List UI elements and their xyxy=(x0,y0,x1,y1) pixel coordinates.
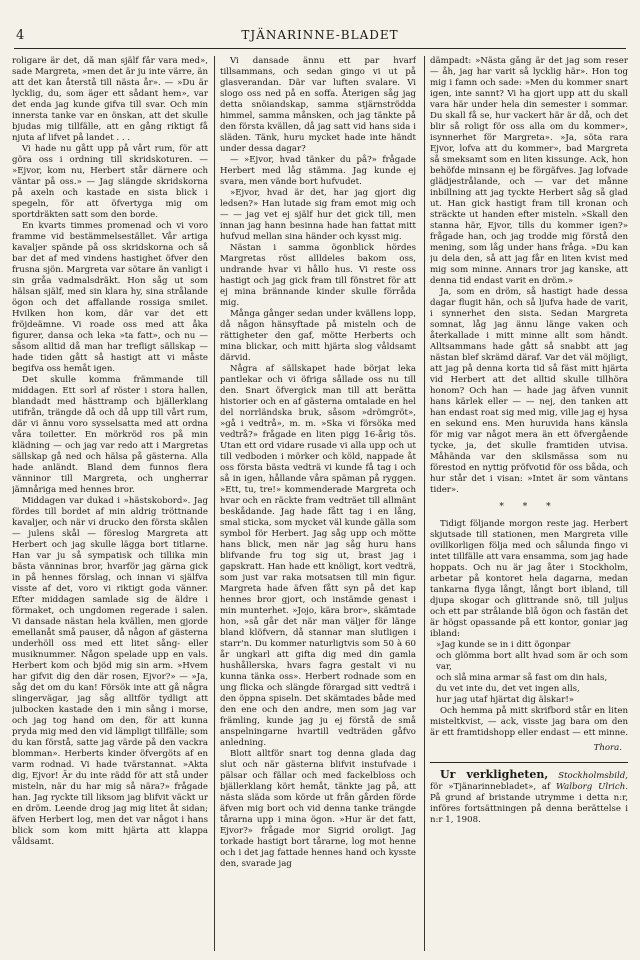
paper-title: TJÄNARINNE-BLADET xyxy=(241,28,399,42)
poem-line: hur jag utaf hjärtat dig älskar!» xyxy=(436,695,575,705)
column-divider xyxy=(214,56,215,951)
section-break-stars: * * * xyxy=(499,502,559,512)
paragraph: »Ejvor, hvad är det, har jag gjort dig ledsen?» Han lutade sig fram emot mig och — — jag vet ej själf hur det gick till, men innan jag hann besinna hade han fattat mitt hufvud mellan sina händer och kysst mig. xyxy=(220,188,416,242)
poem-line: »Jag kunde se in i ditt ögonpar xyxy=(436,640,571,650)
paragraph: Många gånger sedan under kvällens lopp, då någon hänsyftade på misteln och de rättigheter den gaf, mötte Herberts och mina blickar, och mitt hjärta slog våldsamt därvid. xyxy=(220,309,416,363)
column-2 xyxy=(220,56,416,951)
column-3 xyxy=(430,56,628,951)
notice-author: Walborg Ulrich. xyxy=(556,782,628,792)
paragraph: Vi dansade ännu ett par hvarf tillsammans, och sedan gingo vi ut på glasverandan. Där var luften svalare. Vi slogo oss ned på en soffa. Återigen såg jag detta snöiandskap, samma stjärnströdda himmel, samma månsken, och jag tänkte på den första kvällen, då jag satt vid hans sida i släden. Tänk, huru mycket hade inte händt under dessa dagar? xyxy=(220,56,416,154)
author-signature: Thora. xyxy=(593,743,622,753)
paragraph: roligare är det, då man själf får vara med», sade Margreta, »men det är ju inte värre, än att det kan återstå till nästa år». — »Du är lycklig, du, som äger ett sådant hem», var det enda jag kunde gifva till svar. Och min innersta tanke var en önskan, att det skulle bjudas mig tillfälle, att en gång riktigt få njuta af lifvet på landet . . . xyxy=(12,56,208,143)
notice xyxy=(430,769,628,826)
paragraph: — »Ejvor, hvad tänker du på?» frågade Herbert med låg stämma. Jag kunde ej svara, men vände bort hufvudet. xyxy=(220,155,416,187)
column-1 xyxy=(12,56,208,951)
paragraph: Några af sällskapet hade börjat leka pantlekar och vi öfriga sållade oss nu till den. Snart öfvergick man till att berätta historier och en af gästerna omtalade en hel del norrländska bruk, såsom »drömgröt», »gå i vedtrå», m. m. »Ska vi försöka med vedtrå?» frågade en liten pigg 16-årig tös. Utan ett ord vidare rusade vi alla upp och ut till vedboden i mörker och köld, nappade åt oss första bästa vedträ vi kunde få tag i och så in igen, hållande våra späman på ryggen. »Ett, tu, tre!» kommenderade Margreta och hvar och en räckte fram vedträet till allmänt beskådande. Jag hade fått tag i en lång, smal sticka, som mycket väl kunde gälla som symbol för Herbert. Jag såg upp och mötte hans blick, men när jag såg huru hans blifvande fru tog sig ut, brast jag i gapskratt. Han hade ett knöligt, kort vedträ, som just var raka motsatsen till min figur. Margreta hade äfven fått syn på det kap hennes bror gjort, och instämde genast i min munterhet. »Jojo, kära bror», skämtade hon, »så går det när man väljer för länge bland klöfvern, då stannar man slutligen i starr'n. Du kommer naturligtvis som 50 à 60 år ungkarl att gifta dig med din gamla hushållerska, hvars fagra gestalt vi nu kunna tänka oss». Herbert rodnade som en ung flicka och slängde förargad sitt vedträ i den öppna spiseln. Det skämtades både med den ene och den andre, men som jag var främling, kunde jag ju ej förstå de små anspelningarne hvartill vedträden gåfvo anledning. xyxy=(220,364,416,748)
poem-line: du vet inte du, det vet ingen alls, xyxy=(436,684,580,694)
column-divider xyxy=(424,56,425,951)
poem-line: och glömma bort allt hvad som är och som var, xyxy=(436,651,628,672)
notice-heading: Ur verkligheten, xyxy=(440,768,549,781)
paragraph: Och hemma på mitt skrifbord står en liten misteltkvist, — ack, visste jag bara om den är ett framtidshopp eller endast — ett minne. xyxy=(430,706,628,738)
notice-body: På grund af bristande utrymme i detta n:r, införes fortsättningen på denna berättelse i n:r 1, 1908. xyxy=(430,793,628,825)
page-number: 4 xyxy=(16,28,25,43)
paragraph: Nästan i samma ögonblick hördes Margretas röst allldeles bakom oss, undrande hvar vi hållo hus. Vi reste oss hastigt och jag gick fram till fönstret för att ej mina brännande kinder skulle förråda mig. xyxy=(220,243,416,308)
poem-line: och slå mina armar så fast om din hals, xyxy=(436,673,608,683)
paragraph: Det skulle komma främmande till middagen. Ett sorl af röster i stora hallen, blandadt med hästtramp och bjällerklang utifrån, trängde då och då upp till vårt rum, där vi ännu voro sysselsatta med att ordna våra toiletter. En mörkröd ros på min klädning — och jag var redo att i Margretas sällskap gå ned och hälsa på gästerna. Alla hade anländt. Bland dem funnos flera vänninor till Margreta, och ungherrar jämnåriga med hennes bror. xyxy=(12,375,208,495)
paragraph: Blott alltför snart tog denna glada dag slut och när gästerna blifvit instufvade i pälsar och fällar och med fackelbloss och bjällerklang kört hemåt, tänkte jag på, att nästa släda som körde ut från gården förde äfven mig bort och vid denna tanke trängde tårarna upp i mina ögon. »Hur är det fatt, Ejvor?» frågade mor Sigrid oroligt. Jag torkade hastigt bort tårarne, log mot henne och i det jag fattade hennes hand och kysste den, svarade jag xyxy=(220,749,416,869)
notice-rest: för »Tjänarinnebladet», af xyxy=(430,782,551,792)
paragraph: En kvarts timmes promenad och vi voro framme vid bestämmelsestället. Vår artiga kavaljer spände på oss skridskorna och så bar det af med vindens hastighet öfver den frusna sjön. Margreta var sötare än vanligt i sin gråa vadmalsdräkt. Hon såg ut som hälsan själf, med sin klara hy, sina strålande ögon och det affallande rossiga smilet. Hvilken hon kom, där var det ett fröjdeämne. Vi roade oss med att åka figurer, dansa och leka »ta fatt», och nu — såsom alltid då man har trefligt sällskap — hade tiden gått så hastigt att vi måste begifva oss hemåt igen. xyxy=(12,221,208,374)
page-header xyxy=(14,26,626,49)
paragraph: Tidigt följande morgon reste jag. Herbert skjutsade till stationen, men Margreta ville ovillkorligen följa med och sålunda fingo vi intet tillfälle att vara ensamma, som jag hade hoppats. Och nu är jag åter i Stockholm, arbetar på kontoret hela dagarna, medan tankarna flyga långt, långt bort ibland, till djupa skogar och glittrande snö, till juljus och ett par strålande blå ögon och fastän det är högst opassande på ett kontor, goniar jag ibland: xyxy=(430,519,628,639)
paragraph: Vi hade nu gått upp på vårt rum, för att göra oss i ordning till skridskoturen. — »Ejvor, kom nu, Herbert står därnere och väntar på oss.» — Jag slängde skridskorna på axeln och kastade en sista blick i spegeln, för att öfvertyga mig om sportdräkten satt som den borde. xyxy=(12,144,208,220)
poem xyxy=(436,640,628,706)
notice-book: Stockholmsbild, xyxy=(558,771,628,781)
separator-line xyxy=(430,762,628,763)
paragraph: Middagen var dukad i »hästskobord». Jag fördes till bordet af min aldrig tröttnande kavaljer, och när vi drucko den första skålen — julens skål — föreslog Margreta att Herbert och jag skulle lägga bort titlarne. Han var ju så sympatisk och tillika min bästa vänninas bror, hvarför jag gärna gick in på hennes förslag, och innan vi själfva visste af det, voro vi riktigt goda vänner. Efter middagen samlade sig de äldre i förmaket, och ungdomen regerade i salen. Vi dansade nästan hela kvällen, men gjorde emellanåt små pauser, då någon af gästerna underhöll oss med ett litet sång- eller musiknummer. Någon spelade upp en vals. Herbert kom och bjöd mig sin arm. »Hvem har gifvit dig den där rosen, Ejvor?» — »Ja, såg det om du kan! Försök inte att gå några slingervägar, jag såg alltför tydligt att julbocken kastade den i min sång i morse, och jag tog hand om den, för att kunna pryda mig med den vid lämpligt tillfälle; som du kan förstå, satte jag värde på den vackra blomman». Herberts kinder öfvergöts af en varm rodnad. Vi hade tvärstannat. »Akta dig, Ejvor! Är du inte rädd för att stå under misteln, när du har mig så nära?» frågade han. Jag ryckte till liksom jag blifvit väckt ur en dröm. Leende drog jag mig litet åt sidan; äfven Herbert log, men det var något i hans blick som kom mitt hjärta att klappa våldsamt. xyxy=(12,496,208,847)
paragraph: dämpadt: »Nästa gång är det jag som reser — åh, jag har varit så lycklig här». Hon tog mig i famn och sade: »Men du kommer snart igen, inte sannt? Vi ha gjort upp att du skall vara här under hela din semester i sommar. Du skall få se, hur vackert här är då, och det blir så roligt för oss alla om du kommer», isynnerhet för Margreta». »Ja, söta rara Ejvor, lofva att du kommer», bad Margreta så smeksamt som en liten kissunge. Ack, hon behöfde minsann ej be förgäfves. Jag lofvade glädjestrålande, och — var det månne inbillning att jag tyckte Herbert såg så glad ut. Han gick hastigt fram till kronan och sträckte ut handen efter misteln. »Skall den stanna här, Ejvor, tills du kommer igen?» frågade han, och jag trodde mig förstå den mening, som låg under hans fråga. »Du kan ju dela den, så att jag får en liten kvist med mig som minne. Annars tror jag kanske, att denna tid endast varit en dröm.» xyxy=(430,56,628,286)
paragraph: Ja, som en dröm, så hastigt hade dessa dagar flugit hän, och så ljufva hade de varit, i synnerhet den sista. Sedan Margreta somnat, låg jag ännu länge vaken och återkallade i mitt minne allt som händt. Alltsammans hade gått så snabbt att jag nästan blef skrämd däraf. Var det väl möjligt, att jag på denna korta tid så fäst mitt hjärta vid Herbert att det alltid skulle tillhöra honom? Och han — hade jag äfven vunnit hans kärlek eller — — nej, den tanken att han endast roat sig med mig, ville jag ej hysa en sekund ens. Men huruvida hans känsla för mig var något mera än ett öfvergående tycke, ja, det skulle framtiden utvisa. Måhända var den skilsmässa som nu förestod en nyttig pröfvotid för oss båda, och hur står det i visan: »Intet är som väntans tider». xyxy=(430,287,628,495)
